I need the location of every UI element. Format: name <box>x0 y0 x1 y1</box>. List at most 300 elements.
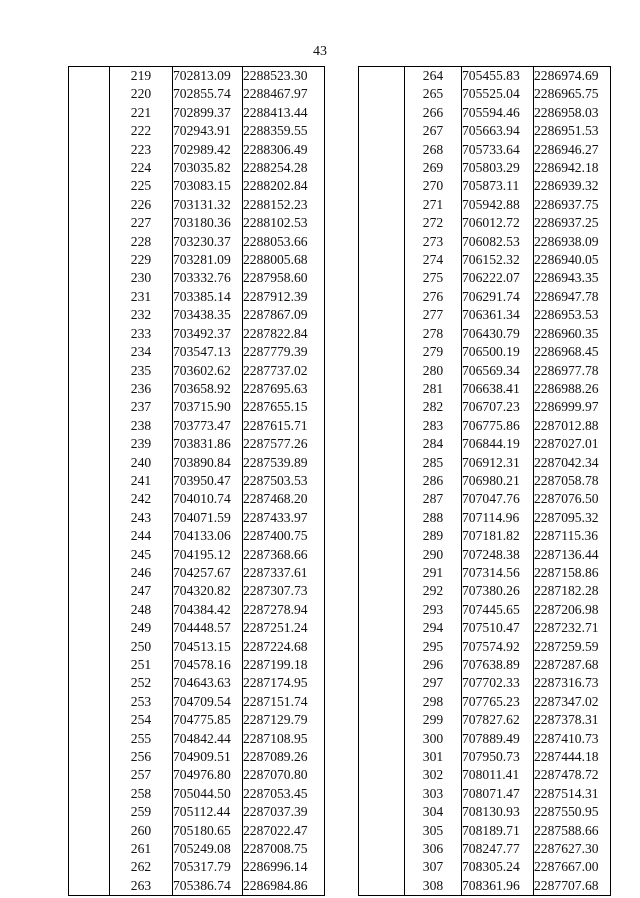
blank-cell <box>69 196 110 214</box>
y-coordinate-cell: 2286938.09 <box>534 233 611 251</box>
table-row <box>359 104 611 122</box>
x-coordinate-cell: 703131.32 <box>173 196 243 214</box>
table-row <box>69 822 325 840</box>
blank-cell <box>359 582 405 600</box>
point-number-cell: 221 <box>110 104 173 122</box>
blank-cell <box>359 803 405 821</box>
table-row <box>359 490 611 508</box>
x-coordinate-cell: 705663.94 <box>462 122 534 140</box>
table-row <box>359 159 611 177</box>
blank-cell <box>69 877 110 896</box>
table-row <box>69 214 325 232</box>
x-coordinate-cell: 704578.16 <box>173 656 243 674</box>
table-row <box>359 454 611 472</box>
y-coordinate-cell: 2287199.18 <box>243 656 325 674</box>
point-number-cell: 261 <box>110 840 173 858</box>
table-row <box>69 674 325 692</box>
point-number-cell: 234 <box>110 343 173 361</box>
point-number-cell: 267 <box>405 122 462 140</box>
y-coordinate-cell: 2287307.73 <box>243 582 325 600</box>
table-row <box>359 380 611 398</box>
y-coordinate-cell: 2286977.78 <box>534 362 611 380</box>
y-coordinate-cell: 2286943.35 <box>534 269 611 287</box>
point-number-cell: 257 <box>110 766 173 784</box>
blank-cell <box>69 325 110 343</box>
blank-cell <box>359 509 405 527</box>
table-row <box>359 343 611 361</box>
blank-cell <box>69 362 110 380</box>
x-coordinate-cell: 705733.64 <box>462 141 534 159</box>
blank-cell <box>359 177 405 195</box>
point-number-cell: 291 <box>405 564 462 582</box>
x-coordinate-cell: 706430.79 <box>462 325 534 343</box>
x-coordinate-cell: 704513.15 <box>173 638 243 656</box>
blank-cell <box>69 638 110 656</box>
y-coordinate-cell: 2286951.53 <box>534 122 611 140</box>
point-number-cell: 292 <box>405 582 462 600</box>
point-number-cell: 279 <box>405 343 462 361</box>
table-row <box>359 417 611 435</box>
blank-cell <box>69 840 110 858</box>
table-row <box>69 251 325 269</box>
blank-cell <box>359 454 405 472</box>
y-coordinate-cell: 2286942.18 <box>534 159 611 177</box>
point-number-cell: 288 <box>405 509 462 527</box>
blank-cell <box>69 748 110 766</box>
blank-cell <box>359 619 405 637</box>
blank-cell <box>69 214 110 232</box>
point-number-cell: 263 <box>110 877 173 896</box>
x-coordinate-cell: 704384.42 <box>173 601 243 619</box>
table-row <box>359 730 611 748</box>
table-row <box>359 803 611 821</box>
table-row <box>359 693 611 711</box>
point-number-cell: 306 <box>405 840 462 858</box>
blank-cell <box>359 233 405 251</box>
x-coordinate-cell: 707510.47 <box>462 619 534 637</box>
point-number-cell: 254 <box>110 711 173 729</box>
table-row <box>359 674 611 692</box>
point-number-cell: 229 <box>110 251 173 269</box>
y-coordinate-cell: 2287867.09 <box>243 306 325 324</box>
table-row <box>359 122 611 140</box>
table-row <box>359 472 611 490</box>
point-number-cell: 282 <box>405 398 462 416</box>
x-coordinate-cell: 703230.37 <box>173 233 243 251</box>
table-row <box>69 141 325 159</box>
table-row <box>69 159 325 177</box>
table-row <box>69 803 325 821</box>
x-coordinate-cell: 705044.50 <box>173 785 243 803</box>
table-row <box>359 325 611 343</box>
blank-cell <box>359 362 405 380</box>
y-coordinate-cell: 2287433.97 <box>243 509 325 527</box>
x-coordinate-cell: 702813.09 <box>173 67 243 86</box>
point-number-cell: 253 <box>110 693 173 711</box>
table-row <box>69 766 325 784</box>
x-coordinate-cell: 707950.73 <box>462 748 534 766</box>
blank-cell <box>69 177 110 195</box>
y-coordinate-cell: 2287287.68 <box>534 656 611 674</box>
point-number-cell: 232 <box>110 306 173 324</box>
blank-cell <box>359 417 405 435</box>
x-coordinate-cell: 702989.42 <box>173 141 243 159</box>
x-coordinate-cell: 706912.31 <box>462 454 534 472</box>
point-number-cell: 278 <box>405 325 462 343</box>
x-coordinate-cell: 708130.93 <box>462 803 534 821</box>
x-coordinate-cell: 707765.23 <box>462 693 534 711</box>
x-coordinate-cell: 704709.54 <box>173 693 243 711</box>
blank-cell <box>69 858 110 876</box>
y-coordinate-cell: 2286999.97 <box>534 398 611 416</box>
point-number-cell: 246 <box>110 564 173 582</box>
x-coordinate-cell: 703180.36 <box>173 214 243 232</box>
point-number-cell: 290 <box>405 546 462 564</box>
point-number-cell: 219 <box>110 67 173 86</box>
point-number-cell: 255 <box>110 730 173 748</box>
y-coordinate-cell: 2287174.95 <box>243 674 325 692</box>
x-coordinate-cell: 707114.96 <box>462 509 534 527</box>
coordinate-table-left <box>68 66 325 896</box>
y-coordinate-cell: 2287514.31 <box>534 785 611 803</box>
y-coordinate-cell: 2287037.39 <box>243 803 325 821</box>
y-coordinate-cell: 2287151.74 <box>243 693 325 711</box>
point-number-cell: 233 <box>110 325 173 343</box>
point-number-cell: 270 <box>405 177 462 195</box>
point-number-cell: 272 <box>405 214 462 232</box>
x-coordinate-cell: 706152.32 <box>462 251 534 269</box>
point-number-cell: 256 <box>110 748 173 766</box>
blank-cell <box>359 104 405 122</box>
point-number-cell: 268 <box>405 141 462 159</box>
blank-cell <box>69 288 110 306</box>
table-row <box>69 638 325 656</box>
table-row <box>359 564 611 582</box>
blank-cell <box>69 435 110 453</box>
table-row <box>359 196 611 214</box>
y-coordinate-cell: 2287550.95 <box>534 803 611 821</box>
y-coordinate-cell: 2286937.75 <box>534 196 611 214</box>
x-coordinate-cell: 705249.08 <box>173 840 243 858</box>
point-number-cell: 298 <box>405 693 462 711</box>
y-coordinate-cell: 2288523.30 <box>243 67 325 86</box>
x-coordinate-cell: 703831.86 <box>173 435 243 453</box>
y-coordinate-cell: 2287022.47 <box>243 822 325 840</box>
y-coordinate-cell: 2288202.84 <box>243 177 325 195</box>
table-row <box>69 269 325 287</box>
y-coordinate-cell: 2287259.59 <box>534 638 611 656</box>
table-row <box>359 177 611 195</box>
table-row <box>69 122 325 140</box>
y-coordinate-cell: 2287070.80 <box>243 766 325 784</box>
x-coordinate-cell: 705525.04 <box>462 85 534 103</box>
y-coordinate-cell: 2286947.78 <box>534 288 611 306</box>
coordinate-table-right <box>358 66 611 896</box>
table-row <box>69 85 325 103</box>
table-row <box>69 417 325 435</box>
x-coordinate-cell: 708247.77 <box>462 840 534 858</box>
table-row <box>359 822 611 840</box>
y-coordinate-cell: 2287655.15 <box>243 398 325 416</box>
table-row <box>359 877 611 896</box>
blank-cell <box>359 196 405 214</box>
y-coordinate-cell: 2287615.71 <box>243 417 325 435</box>
blank-cell <box>359 67 405 86</box>
x-coordinate-cell: 703281.09 <box>173 251 243 269</box>
point-number-cell: 223 <box>110 141 173 159</box>
point-number-cell: 286 <box>405 472 462 490</box>
x-coordinate-cell: 704643.63 <box>173 674 243 692</box>
point-number-cell: 242 <box>110 490 173 508</box>
y-coordinate-cell: 2287400.75 <box>243 527 325 545</box>
y-coordinate-cell: 2287076.50 <box>534 490 611 508</box>
table-row <box>359 748 611 766</box>
blank-cell <box>69 803 110 821</box>
point-number-cell: 300 <box>405 730 462 748</box>
y-coordinate-cell: 2287627.30 <box>534 840 611 858</box>
table-row <box>359 601 611 619</box>
blank-cell <box>69 454 110 472</box>
blank-cell <box>359 472 405 490</box>
x-coordinate-cell: 703773.47 <box>173 417 243 435</box>
table-row <box>69 454 325 472</box>
x-coordinate-cell: 705455.83 <box>462 67 534 86</box>
table-row <box>69 104 325 122</box>
table-row <box>359 141 611 159</box>
table-row <box>69 748 325 766</box>
x-coordinate-cell: 702855.74 <box>173 85 243 103</box>
y-coordinate-cell: 2287588.66 <box>534 822 611 840</box>
x-coordinate-cell: 702899.37 <box>173 104 243 122</box>
point-number-cell: 289 <box>405 527 462 545</box>
blank-cell <box>359 306 405 324</box>
point-number-cell: 304 <box>405 803 462 821</box>
x-coordinate-cell: 706980.21 <box>462 472 534 490</box>
table-row <box>69 380 325 398</box>
point-number-cell: 271 <box>405 196 462 214</box>
y-coordinate-cell: 2287503.53 <box>243 472 325 490</box>
point-number-cell: 269 <box>405 159 462 177</box>
point-number-cell: 222 <box>110 122 173 140</box>
blank-cell <box>359 822 405 840</box>
blank-cell <box>359 398 405 416</box>
blank-cell <box>69 398 110 416</box>
blank-cell <box>359 748 405 766</box>
table-row <box>69 656 325 674</box>
y-coordinate-cell: 2286953.53 <box>534 306 611 324</box>
y-coordinate-cell: 2287089.26 <box>243 748 325 766</box>
blank-cell <box>69 527 110 545</box>
x-coordinate-cell: 703658.92 <box>173 380 243 398</box>
table-row <box>359 840 611 858</box>
blank-cell <box>69 582 110 600</box>
x-coordinate-cell: 706844.19 <box>462 435 534 453</box>
blank-cell <box>69 380 110 398</box>
point-number-cell: 296 <box>405 656 462 674</box>
x-coordinate-cell: 704320.82 <box>173 582 243 600</box>
x-coordinate-cell: 706500.19 <box>462 343 534 361</box>
blank-cell <box>69 546 110 564</box>
x-coordinate-cell: 703890.84 <box>173 454 243 472</box>
x-coordinate-cell: 705942.88 <box>462 196 534 214</box>
y-coordinate-cell: 2286939.32 <box>534 177 611 195</box>
blank-cell <box>359 159 405 177</box>
point-number-cell: 252 <box>110 674 173 692</box>
blank-cell <box>69 104 110 122</box>
point-number-cell: 276 <box>405 288 462 306</box>
table-row <box>69 527 325 545</box>
point-number-cell: 287 <box>405 490 462 508</box>
y-coordinate-cell: 2287337.61 <box>243 564 325 582</box>
y-coordinate-cell: 2287468.20 <box>243 490 325 508</box>
blank-cell <box>359 730 405 748</box>
y-coordinate-cell: 2287129.79 <box>243 711 325 729</box>
y-coordinate-cell: 2287058.78 <box>534 472 611 490</box>
x-coordinate-cell: 705180.65 <box>173 822 243 840</box>
table-row <box>359 269 611 287</box>
point-number-cell: 225 <box>110 177 173 195</box>
y-coordinate-cell: 2288102.53 <box>243 214 325 232</box>
x-coordinate-cell: 707248.38 <box>462 546 534 564</box>
y-coordinate-cell: 2287095.32 <box>534 509 611 527</box>
x-coordinate-cell: 704448.57 <box>173 619 243 637</box>
y-coordinate-cell: 2287378.31 <box>534 711 611 729</box>
point-number-cell: 293 <box>405 601 462 619</box>
blank-cell <box>69 711 110 729</box>
x-coordinate-cell: 706775.86 <box>462 417 534 435</box>
table-row <box>359 527 611 545</box>
y-coordinate-cell: 2288413.44 <box>243 104 325 122</box>
blank-cell <box>69 766 110 784</box>
x-coordinate-cell: 707181.82 <box>462 527 534 545</box>
x-coordinate-cell: 708189.71 <box>462 822 534 840</box>
y-coordinate-cell: 2286958.03 <box>534 104 611 122</box>
blank-cell <box>69 269 110 287</box>
x-coordinate-cell: 706082.53 <box>462 233 534 251</box>
y-coordinate-cell: 2287042.34 <box>534 454 611 472</box>
x-coordinate-cell: 705112.44 <box>173 803 243 821</box>
table-row <box>359 766 611 784</box>
blank-cell <box>359 527 405 545</box>
point-number-cell: 303 <box>405 785 462 803</box>
point-number-cell: 239 <box>110 435 173 453</box>
point-number-cell: 284 <box>405 435 462 453</box>
x-coordinate-cell: 703602.62 <box>173 362 243 380</box>
table-row <box>69 693 325 711</box>
x-coordinate-cell: 704071.59 <box>173 509 243 527</box>
x-coordinate-cell: 705317.79 <box>173 858 243 876</box>
y-coordinate-cell: 2286965.75 <box>534 85 611 103</box>
blank-cell <box>69 417 110 435</box>
blank-cell <box>69 233 110 251</box>
table-row <box>359 85 611 103</box>
blank-cell <box>359 380 405 398</box>
y-coordinate-cell: 2287695.63 <box>243 380 325 398</box>
y-coordinate-cell: 2287206.98 <box>534 601 611 619</box>
y-coordinate-cell: 2286968.45 <box>534 343 611 361</box>
blank-cell <box>359 546 405 564</box>
table-row <box>69 490 325 508</box>
blank-cell <box>69 656 110 674</box>
y-coordinate-cell: 2286960.35 <box>534 325 611 343</box>
table-row <box>359 67 611 86</box>
blank-cell <box>69 251 110 269</box>
y-coordinate-cell: 2287224.68 <box>243 638 325 656</box>
blank-cell <box>359 288 405 306</box>
y-coordinate-cell: 2287158.86 <box>534 564 611 582</box>
x-coordinate-cell: 703715.90 <box>173 398 243 416</box>
y-coordinate-cell: 2287251.24 <box>243 619 325 637</box>
point-number-cell: 273 <box>405 233 462 251</box>
y-coordinate-cell: 2287012.88 <box>534 417 611 435</box>
blank-cell <box>69 785 110 803</box>
blank-cell <box>69 693 110 711</box>
y-coordinate-cell: 2287115.36 <box>534 527 611 545</box>
table-row <box>359 306 611 324</box>
y-coordinate-cell: 2287822.84 <box>243 325 325 343</box>
blank-cell <box>69 159 110 177</box>
point-number-cell: 307 <box>405 858 462 876</box>
blank-cell <box>359 251 405 269</box>
y-coordinate-cell: 2287667.00 <box>534 858 611 876</box>
point-number-cell: 237 <box>110 398 173 416</box>
x-coordinate-cell: 704909.51 <box>173 748 243 766</box>
x-coordinate-cell: 703035.82 <box>173 159 243 177</box>
x-coordinate-cell: 708071.47 <box>462 785 534 803</box>
x-coordinate-cell: 705803.29 <box>462 159 534 177</box>
table-row <box>69 546 325 564</box>
blank-cell <box>359 693 405 711</box>
table-row <box>359 785 611 803</box>
y-coordinate-cell: 2287539.89 <box>243 454 325 472</box>
blank-cell <box>69 730 110 748</box>
blank-cell <box>359 785 405 803</box>
table-row <box>359 582 611 600</box>
blank-cell <box>69 619 110 637</box>
y-coordinate-cell: 2287707.68 <box>534 877 611 896</box>
table-row <box>69 288 325 306</box>
point-number-cell: 275 <box>405 269 462 287</box>
y-coordinate-cell: 2288005.68 <box>243 251 325 269</box>
blank-cell <box>359 343 405 361</box>
blank-cell <box>359 435 405 453</box>
x-coordinate-cell: 707047.76 <box>462 490 534 508</box>
blank-cell <box>359 141 405 159</box>
table-row <box>69 325 325 343</box>
y-coordinate-cell: 2287368.66 <box>243 546 325 564</box>
x-coordinate-cell: 707638.89 <box>462 656 534 674</box>
blank-cell <box>359 325 405 343</box>
y-coordinate-cell: 2287779.39 <box>243 343 325 361</box>
point-number-cell: 243 <box>110 509 173 527</box>
y-coordinate-cell: 2287444.18 <box>534 748 611 766</box>
x-coordinate-cell: 704775.85 <box>173 711 243 729</box>
table-row <box>359 398 611 416</box>
blank-cell <box>359 564 405 582</box>
point-number-cell: 235 <box>110 362 173 380</box>
point-number-cell: 260 <box>110 822 173 840</box>
blank-cell <box>359 601 405 619</box>
y-coordinate-cell: 2286984.86 <box>243 877 325 896</box>
x-coordinate-cell: 704842.44 <box>173 730 243 748</box>
point-number-cell: 281 <box>405 380 462 398</box>
blank-cell <box>359 766 405 784</box>
table-row <box>359 638 611 656</box>
table-row <box>69 840 325 858</box>
x-coordinate-cell: 704195.12 <box>173 546 243 564</box>
blank-cell <box>359 85 405 103</box>
table-row <box>69 785 325 803</box>
